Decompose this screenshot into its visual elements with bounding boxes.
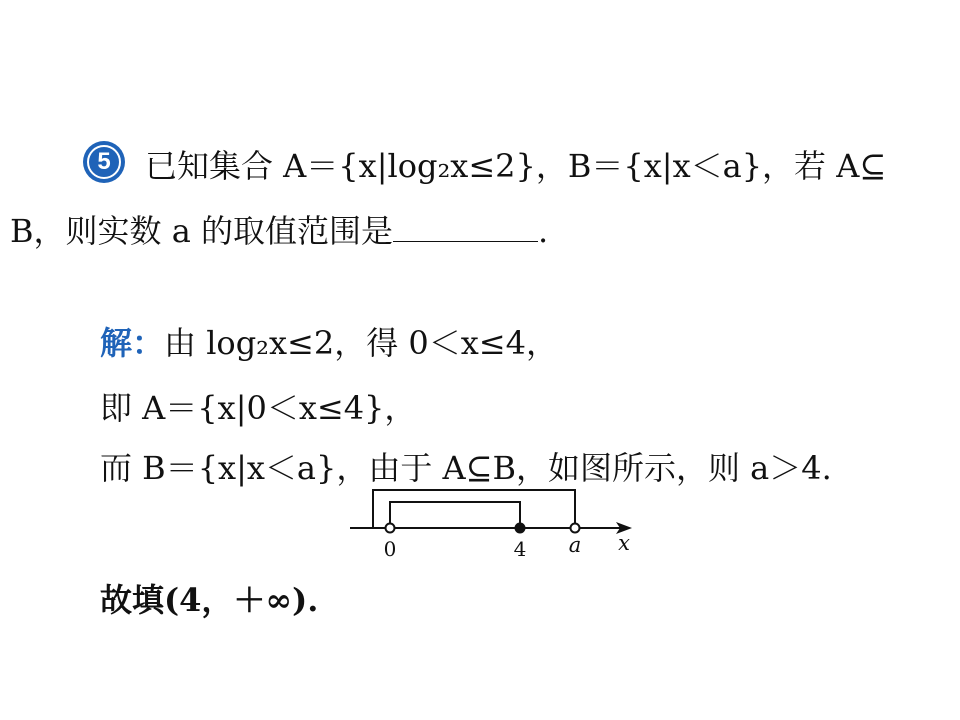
- tick-label-zero: 0: [383, 537, 397, 560]
- problem-statement: [0, 0, 960, 300]
- axis-label-x: x: [618, 531, 630, 555]
- problem-line-2-text: B，则实数 a 的取值范围是: [10, 212, 393, 250]
- tick-label-a: a: [568, 533, 582, 557]
- solution-line-1: [100, 324, 558, 362]
- solution-line-2: 即 A＝{x|0＜x≤4}，: [100, 389, 417, 427]
- answer-blank: [393, 215, 538, 242]
- problem-line-2: [10, 212, 549, 250]
- number-line-figure: [340, 480, 640, 560]
- problem-line-2-end: .: [537, 212, 549, 250]
- solution-label: 解：: [100, 324, 165, 362]
- problem-number: 5: [87, 145, 121, 179]
- tick-label-four: 4: [513, 537, 527, 560]
- answer-line: 故填(4，＋∞).: [100, 581, 319, 619]
- problem-line-1: 已知集合 A＝{x|log₂x≤2}，B＝{x|x＜a}，若 A⊆: [145, 147, 887, 185]
- point-four-closed: [516, 524, 525, 533]
- solution-line-3: 而 B＝{x|x＜a}，由于 A⊆B，如图所示，则 a＞4.: [100, 449, 832, 487]
- set-a-bracket: [390, 502, 520, 528]
- point-a-open: [571, 524, 580, 533]
- solution-line-1-text: 由 log₂x≤2，得 0＜x≤4，: [164, 324, 558, 362]
- point-zero-open: [386, 524, 395, 533]
- problem-number-badge: [83, 141, 125, 183]
- set-b-bracket: [373, 490, 575, 528]
